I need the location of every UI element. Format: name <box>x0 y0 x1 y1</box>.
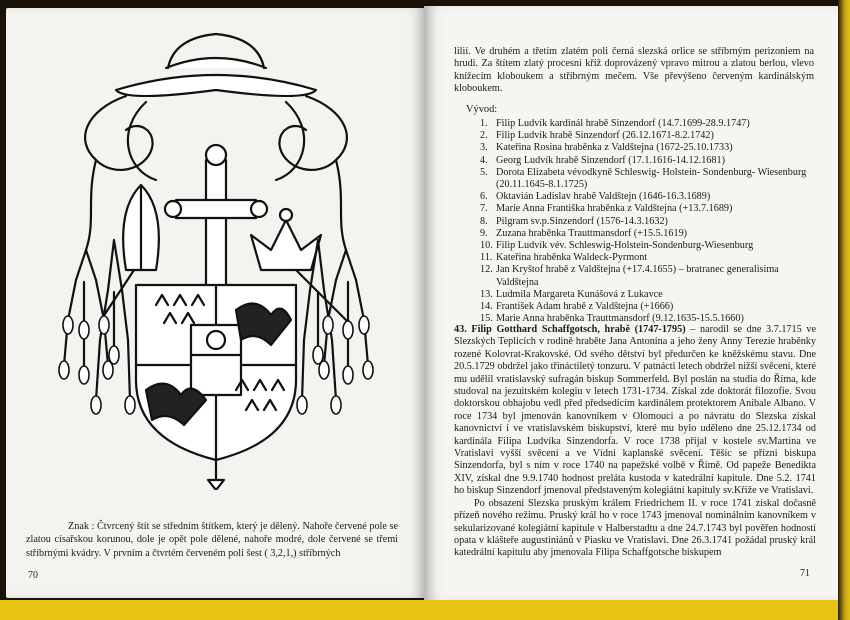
biography-heading: 43. Filip Gotthard Schaffgotsch, hrabě (1747-1795) <box>454 324 686 335</box>
biography-paragraph-2: Po obsazení Slezska pruským králem Friedrichem II. v roce 1741 získal dočasně přízeň nového režimu. Pruský král ho v roce 1743 jmenoval nominálním kanovníkem v sekularizované kolegiátní kapitule v Halberstadtu a dne 24.7.1743 byl pověřen hodností opata v klášteře augustiniánů v Piasku ve Vratislavi. Dne 26.3.1741 požádal pruský král katedrální kapitulu aby jmenovala Filipa Schaffgotsche biskupem <box>454 497 816 559</box>
ancestry-item: 6. Oktavián Ladislav hrabě Valdštejn (1646-16.3.1689) <box>480 191 711 203</box>
biography-text-1: – narodil se dne 3.7.1715 ve Slezských Teplicích v rodině hraběte Jana Antonína a jeho ženy Anny Terezie hraběnky rozené Kolovrat-Krakovské. Od svého dětství byl předurčen ke kněžskému stavu. Dne 20.5.1729 obdržel jako třináctiletý tonzuru. V patnácti letech obdržel nižší svěcení, které mu udělil vratislavský sufragán biskup Sommerfeld. Byl poslán na studia do Říma, kde studoval na jezuitském kolegiu v letech 1731-1734. Získal zde doktorát filozofie. Svou doktorskou obhajobu vedl před předsedícím kardinálem protektorem Anibale Albano. V roce 1734 byl jmenován kanovníkem v Olomouci a po návratu do Slezska získal kanovnictví i ve vratislavském biskupství, které mu bylo uděleno dne 25.12.1734 od kardinála Filipa Ludvíka Sinzendorfa. V roce 1738 přijal v kostele sv.Martina ve Vratislavi vyšší svěcení a ve Vídni kaplanské svěcení. Těšíc se přízni biskupa Sinzendorfa, byl s ním v roce 1740 na papežské volbě v Římě. Od papeže Benedikta XIV, získal dne 9.9.1740 hodnost preláta kustoda v katedrální kapitule. Dne 5.2. 1741 ho biskup Sinzendorf jmenoval představeným kolegiátní kapituly sv.Kříže ve Vratislavi. <box>454 324 816 497</box>
book-edge-right <box>838 0 850 620</box>
page-number-left: 70 <box>28 570 38 581</box>
ancestry-item: 3. Kateřina Rosina hraběnka z Valdštejna (1672-25.10.1733) <box>480 142 733 154</box>
intro-paragraph <box>454 46 814 96</box>
ancestry-item: 14. František Adam hrabě z Valdštejna (+1666) <box>480 301 674 313</box>
ancestry-item: 12. Jan Kryštof hrabě z Valdštejna (+17.4.1655) – bratranec generalisima Valdštejna <box>480 264 779 288</box>
page-number-right: 71 <box>800 568 810 579</box>
ancestry-item: 10. Filip Ludvík vév. Schleswig-Holstein-Sondenburg-Wiesenburg <box>480 240 754 252</box>
book-edge-bottom <box>0 600 850 620</box>
ancestry-item: 2. Filip Ludvík hrabě Sinzendorf (26.12.1671-8.2.1742) <box>480 130 714 142</box>
ancestry-item: 9. Zuzana hraběnka Trauttmansdorf (+15.5.1619) <box>480 227 688 239</box>
vyvod-heading: Vývod: <box>466 104 498 115</box>
biography-section <box>454 324 816 560</box>
ancestry-item: 8. Pilgram sv.p.Sinzendorf (1576-14.3.1632) <box>480 215 668 227</box>
caption-text: Znak : Čtvrcený štít se středním štítkem, který je dělený. Nahoře červené pole se zlatou císařskou korunou, dole je opět pole dělené, nahoře modré, dole červené se třemi stříbrnými kvádry. V prvním a čtvrtém červeném poli šest ( 3,2,1,) stříbrných <box>26 521 398 559</box>
intro-text: lilií. Ve druhém a třetím zlatém poli černá slezská orlice se stříbrným perizoniem na hrudi. Za štítem zlatý procesní kříž doprovázený vpravo mitrou a zlatou berlou, vlevo knížecím kloboukem a stříbrným mečem. Vše převýšeno červeným kardinálským kloboukem. <box>454 46 814 95</box>
ancestry-item: 7. Marie Anna Františka hraběnka z Valdštejna (+13.7.1689) <box>480 203 733 215</box>
coat-of-arms-caption <box>26 520 398 560</box>
right-page <box>424 6 838 600</box>
ancestry-item: 5. Dorota Elizabeta vévodkyně Schleswig- Holstein- Sondenburg- Wiesenburg (20.11.1645-8.1.1725) <box>480 166 807 191</box>
ancestry-item: 15. Marie Anna hraběnka Trauttmansdorf (9.12.1635-15.5.1660) <box>480 313 744 325</box>
coat-of-arms-illustration <box>56 20 376 490</box>
ancestry-item: 13. Ludmila Margareta Kunášová z Lukavce <box>480 288 663 300</box>
ancestry-item: 4. Georg Ludvík hrabě Sinzendorf (17.1.1616-14.12.1681) <box>480 154 725 166</box>
biography-paragraph-1 <box>454 324 816 498</box>
ancestry-item: 1. Filip Ludvík kardinál hrabě Sinzendorf (14.7.1699-28.9.1747) <box>480 118 750 129</box>
ancestry-list <box>480 118 820 325</box>
ancestry-item: 11. Kateřina hraběnka Waldeck-Pyrmont <box>480 252 648 264</box>
left-page <box>6 8 424 598</box>
